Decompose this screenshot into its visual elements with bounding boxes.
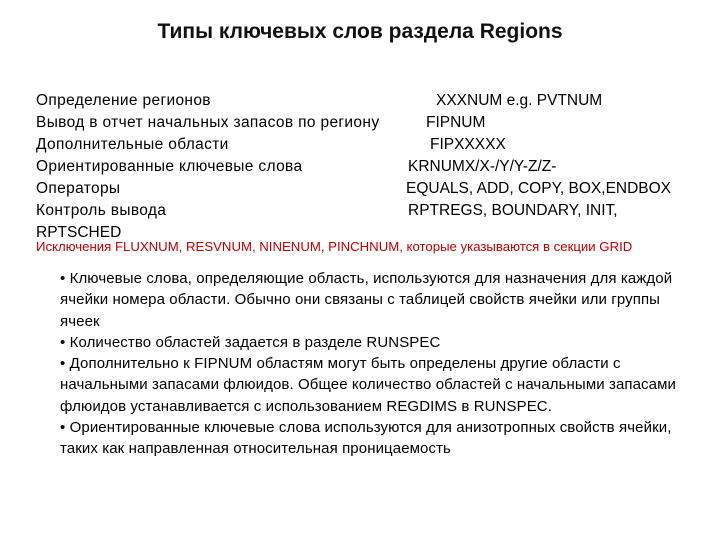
keyword-row-value: XXXNUM e.g. PVTNUM	[436, 92, 603, 109]
exceptions-note: Исключения FLUXNUM, RESVNUM, NINENUM, PINCHNUM, которые указываются в секции GRID	[36, 239, 633, 254]
keyword-row-value: FIPXXXXX	[430, 136, 506, 153]
bullet-item: • Дополнительно к FIPNUM областям могут быть определены другие области с начальными запасами флюидов. Общее количество областей с начальными запасами флюидов устанавливается с использованием REGDIMS в RUNSPEC.	[60, 355, 676, 415]
keyword-row-label: RPTSCHED	[36, 224, 122, 241]
keyword-row-value: EQUALS, ADD, COPY, BOX,ENDBOX	[406, 180, 672, 197]
keyword-row-label: Ориентированные ключевые слова	[36, 158, 303, 175]
keyword-row-label: Операторы	[36, 180, 121, 197]
keyword-row	[36, 112, 686, 134]
keyword-row-label: Вывод в отчет начальных запасов по региону	[36, 114, 380, 131]
slide-title: Типы ключевых слов раздела Regions	[157, 20, 563, 43]
bullet-item: • Ориентированные ключевые слова используются для анизотропных свойств ячейки, таких как направленная относительная проницаемость	[60, 419, 672, 458]
keyword-row-value: FIPNUM	[426, 114, 486, 131]
keyword-row	[36, 134, 686, 156]
keyword-row-label: Дополнительные области	[36, 136, 229, 153]
keyword-row	[36, 156, 686, 178]
bullet-item: • Количество областей задается в разделе RUNSPEC	[60, 333, 441, 351]
keyword-row-value: KRNUMX/X-/Y/Y-Z/Z-	[408, 158, 557, 175]
bullet-list	[60, 268, 680, 460]
keyword-row-label: Контроль вывода	[36, 202, 167, 219]
bullet-item: • Ключевые слова, определяющие область, используются для назначения для каждой ячейки номера области. Обычно они связаны с таблицей свойств ячейки или группы ячеек	[60, 270, 673, 330]
keyword-row	[36, 90, 686, 112]
keyword-row	[36, 200, 686, 222]
keyword-row	[36, 178, 686, 200]
keyword-row-label: Определение регионов	[36, 92, 211, 109]
keyword-row-value: RPTREGS, BOUNDARY, INIT,	[408, 202, 618, 219]
